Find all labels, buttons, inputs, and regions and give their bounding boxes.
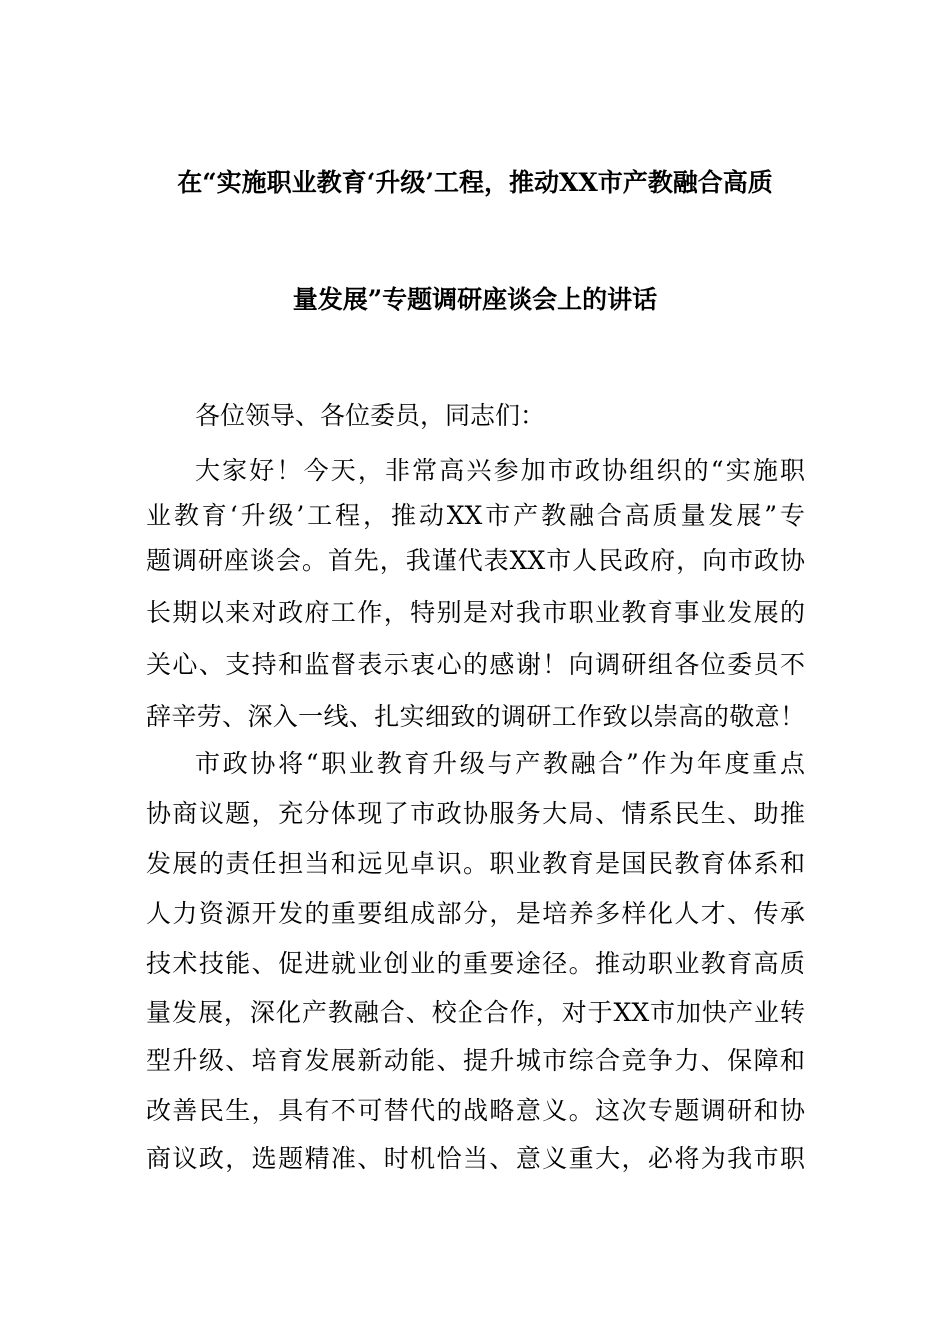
paragraph-2-line-8: 改善民生，具有不可替代的战略意义。这次专题调研和协: [146, 1096, 805, 1125]
paragraph-2-line-6: 量发展，深化产教融合、校企合作，对于XX市加快产业转: [146, 998, 805, 1027]
paragraph-1-line-1: 大家好！今天，非常高兴参加市政协组织的“实施职: [195, 456, 805, 485]
paragraph-2-line-1: 市政协将“职业教育升级与产教融合”作为年度重点: [195, 749, 805, 778]
salutation: 各位领导、各位委员，同志们：: [195, 401, 546, 430]
document-title-line-1: 在“实施职业教育‘升级’工程，推动XX市产教融合高质: [177, 168, 773, 197]
paragraph-2-line-9: 商议政，选题精准、时机恰当、意义重大，必将为我市职: [146, 1144, 805, 1173]
paragraph-2-line-5: 技术技能、促进就业创业的重要途径。推动职业教育高质: [146, 949, 805, 978]
paragraph-2-line-4: 人力资源开发的重要组成部分，是培养多样化人才、传承: [146, 899, 805, 928]
paragraph-1-line-4: 长期以来对政府工作，特别是对我市职业教育事业发展的: [146, 598, 805, 627]
paragraph-2-line-3: 发展的责任担当和远见卓识。职业教育是国民教育体系和: [146, 849, 805, 878]
paragraph-2-line-7: 型升级、培育发展新动能、提升城市综合竞争力、保障和: [146, 1046, 805, 1075]
paragraph-1-line-2: 业教育‘升级’工程，推动XX市产教融合高质量发展”专: [146, 501, 805, 530]
paragraph-2-line-2: 协商议题，充分体现了市政协服务大局、情系民生、助推: [146, 799, 805, 828]
paragraph-1-line-3: 题调研座谈会。首先，我谨代表XX市人民政府，向市政协: [146, 546, 805, 575]
paragraph-1-line-6: 辞辛劳、深入一线、扎实细致的调研工作致以崇高的敬意！: [146, 702, 805, 731]
document-title-line-2: 量发展”专题调研座谈会上的讲话: [292, 285, 658, 314]
paragraph-1-line-5: 关心、支持和监督表示衷心的感谢！向调研组各位委员不: [146, 650, 805, 679]
